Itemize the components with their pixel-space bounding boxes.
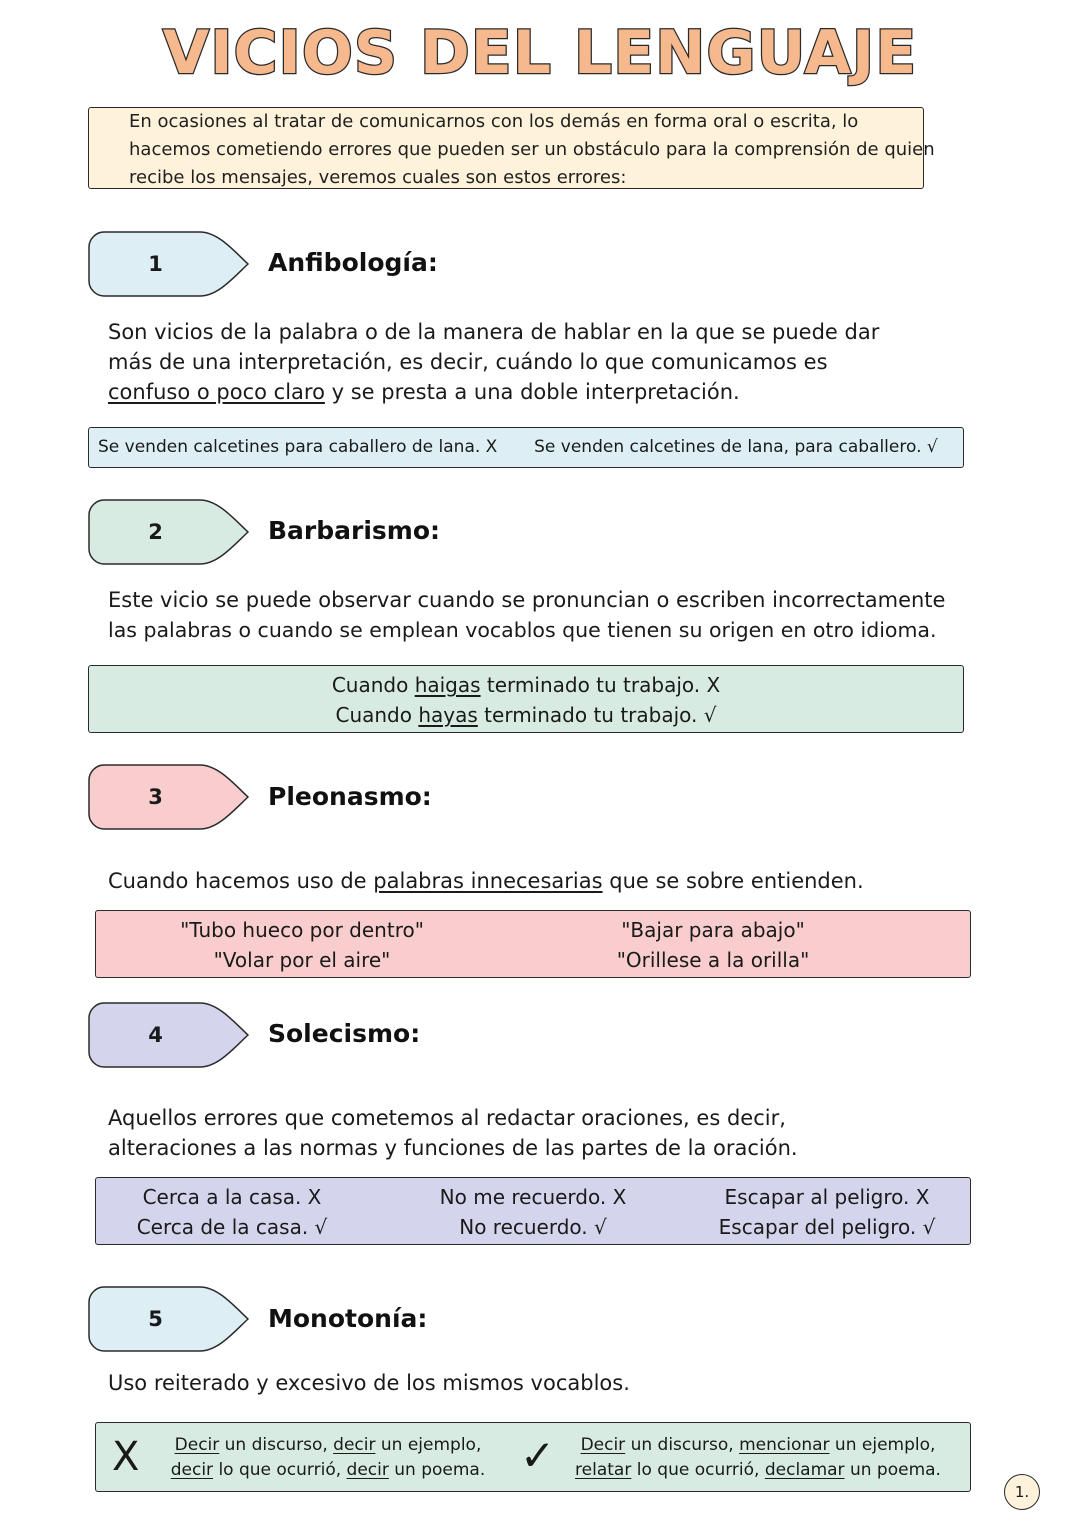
text-line: Uso reiterado y excesivo de los mismos vocablos. (108, 1371, 630, 1395)
right-example: Cerca de la casa. √ (136, 1215, 328, 1239)
section-number: 1 (148, 252, 163, 276)
section-heading: Pleonasmo: (268, 782, 432, 811)
example-line (158, 1433, 498, 1458)
text-fragment: un discurso, (219, 1435, 334, 1455)
text-line: Son vicios de la palabra o de la manera de hablar en la que se puede dar (108, 320, 880, 344)
section-heading: Anfibología: (268, 248, 438, 277)
text-line: Este vicio se puede observar cuando se pronuncian o escriben incorrectamente (108, 588, 946, 612)
example-pair (96, 1182, 368, 1242)
text-fragment: un poema. (844, 1460, 941, 1480)
example-pair (696, 1182, 958, 1242)
text-line: Aquellos errores que cometemos al redactar oraciones, es decir, (108, 1106, 786, 1130)
text-fragment: terminado tu trabajo. X (480, 673, 721, 697)
section-2-number-tag (88, 499, 250, 565)
section-number: 2 (148, 520, 163, 544)
section-1-text (108, 317, 1008, 407)
section-3-example-box (95, 910, 971, 978)
section-3-number-tag (88, 764, 250, 830)
section-5-example-box (95, 1422, 971, 1492)
example-line (558, 1458, 958, 1483)
text-fragment: un ejemplo, (829, 1435, 936, 1455)
text-fragment: Cuando (335, 703, 419, 727)
wrong-example: Cerca a la casa. X (142, 1185, 322, 1209)
right-example: No recuerdo. √ (459, 1215, 607, 1239)
underlined-word: relatar (575, 1460, 632, 1480)
section-4-text (108, 1103, 1008, 1163)
example-column (96, 915, 508, 975)
section-heading: Solecismo: (268, 1019, 421, 1048)
underlined-word: decir (333, 1435, 376, 1455)
text-fragment: un ejemplo, (375, 1435, 482, 1455)
underlined-word: hayas (418, 703, 478, 727)
page-number-badge: 1. (1004, 1474, 1040, 1510)
right-example: Se venden calcetines de lana, para caballero. √ (534, 437, 938, 457)
text-line: alteraciones a las normas y funciones de las partes de la oración. (108, 1136, 798, 1160)
wrong-example (89, 670, 963, 700)
text-fragment: Cuando hacemos uso de (108, 869, 374, 893)
text-fragment: terminado tu trabajo. √ (477, 703, 717, 727)
example-phrase: "Orillese a la orilla" (616, 948, 810, 972)
text-line (108, 866, 1008, 896)
right-example (89, 700, 963, 730)
example-line (558, 1433, 958, 1458)
section-heading: Monotonía: (268, 1304, 428, 1333)
section-5-number-tag (88, 1286, 250, 1352)
example-phrase: "Bajar para abajo" (621, 918, 805, 942)
example-column (508, 915, 918, 975)
section-1-example-box (88, 427, 964, 468)
underlined-word: decir (170, 1460, 214, 1480)
underlined-word: mencionar (739, 1435, 830, 1455)
text-fragment: Cuando (331, 673, 415, 697)
example-pair (388, 1182, 678, 1242)
underlined-word: haigas (414, 673, 481, 697)
wrong-example (158, 1433, 498, 1483)
intro-line: hacemos cometiendo errores que pueden ser un obstáculo para la comprensión de quien (129, 139, 935, 160)
intro-line: recibe los mensajes, veremos cuales son estos errores: (129, 167, 627, 188)
wrong-example: Se venden calcetines para caballero de lana. X (98, 437, 498, 457)
text-line: más de una interpretación, es decir, cuándo lo que comunicamos es (108, 350, 828, 374)
intro-box (88, 107, 935, 189)
wrong-mark-icon: X (112, 1434, 140, 1480)
section-number: 4 (148, 1023, 163, 1047)
underlined-word: decir (346, 1460, 389, 1480)
check-mark-icon: ✓ (520, 1431, 556, 1480)
section-number: 5 (148, 1307, 163, 1331)
underlined-word: Decir (580, 1435, 626, 1455)
example-phrase: "Volar por el aire" (213, 948, 391, 972)
underlined-phrase: confuso o poco claro (108, 380, 325, 404)
section-number: 3 (148, 785, 163, 809)
section-5-text (108, 1368, 1008, 1398)
section-heading: Barbarismo: (268, 516, 441, 545)
section-2-text (108, 585, 1058, 645)
section-4-example-box (95, 1177, 971, 1245)
section-2-example-box (88, 665, 964, 733)
example-phrase: "Tubo hueco por dentro" (180, 918, 424, 942)
text-line (108, 377, 1008, 407)
right-example (558, 1433, 958, 1483)
text-line: las palabras o cuando se emplean vocablos que tienen su origen en otro idioma. (108, 618, 937, 642)
section-1-number-tag (88, 231, 250, 297)
example-line (158, 1458, 498, 1483)
text-fragment: un discurso, (625, 1435, 740, 1455)
section-4-number-tag (88, 1002, 250, 1068)
text-fragment: lo que ocurrió, (213, 1460, 347, 1480)
text-fragment: y se presta a una doble interpretación. (324, 380, 740, 404)
underlined-word: Decir (174, 1435, 220, 1455)
underlined-word: declamar (764, 1460, 845, 1480)
page-title: VICIOS DEL LENGUAJE (162, 18, 918, 88)
text-fragment: que se sobre entienden. (602, 869, 864, 893)
wrong-example: Escapar al peligro. X (724, 1185, 930, 1209)
right-example: Escapar del peligro. √ (718, 1215, 936, 1239)
underlined-phrase: palabras innecesarias (373, 869, 603, 893)
wrong-example: No me recuerdo. X (439, 1185, 627, 1209)
text-fragment: lo que ocurrió, (631, 1460, 765, 1480)
section-3-text (108, 866, 1008, 896)
text-fragment: un poema. (388, 1460, 486, 1480)
intro-line: En ocasiones al tratar de comunicarnos con los demás en forma oral o escrita, lo (129, 111, 859, 132)
